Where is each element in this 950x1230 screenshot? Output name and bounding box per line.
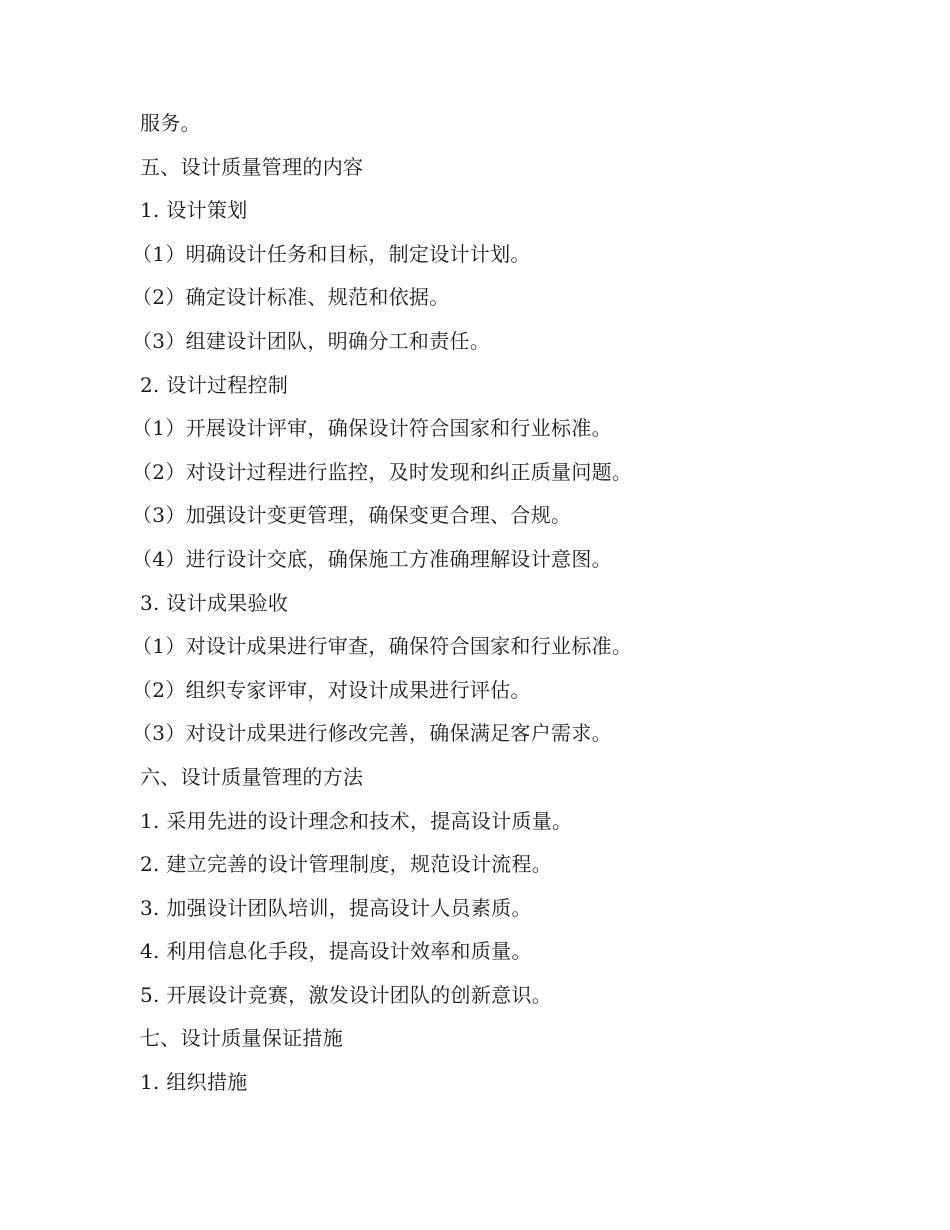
- subheading-acceptance: 3. 设计成果验收: [140, 590, 289, 615]
- list-item: 1. 采用先进的设计理念和技术，提高设计质量。: [140, 808, 573, 833]
- list-item: （1）开展设计评审，确保设计符合国家和行业标准。: [132, 416, 612, 441]
- list-item: （3）组建设计团队，明确分工和责任。: [132, 328, 491, 353]
- list-item: （4）进行设计交底，确保施工方准确理解设计意图。: [132, 546, 612, 571]
- section-heading-6: 六、设计质量管理的方法: [140, 764, 364, 789]
- subheading-process-control: 2. 设计过程控制: [140, 372, 289, 397]
- paragraph-continuation: 服务。: [140, 111, 201, 135]
- list-item: （1）明确设计任务和目标，制定设计计划。: [132, 241, 531, 266]
- subheading-design-planning: 1. 设计策划: [140, 198, 248, 223]
- list-item: （1）对设计成果进行审查，确保符合国家和行业标准。: [132, 634, 633, 659]
- section-heading-7: 七、设计质量保证措施: [140, 1026, 343, 1051]
- list-item: （3）对设计成果进行修改完善，确保满足客户需求。: [132, 721, 612, 746]
- section-heading-5: 五、设计质量管理的内容: [140, 154, 364, 179]
- list-item: （3）加强设计变更管理，确保变更合理、合规。: [132, 503, 572, 528]
- list-item: 5. 开展设计竞赛，激发设计团队的创新意识。: [140, 982, 553, 1007]
- document-body: [132, 102, 840, 1105]
- list-item: （2）确定设计标准、规范和依据。: [132, 285, 450, 310]
- list-item: 2. 建立完善的设计管理制度，规范设计流程。: [140, 852, 553, 877]
- list-item: 3. 加强设计团队培训，提高设计人员素质。: [140, 895, 532, 920]
- list-item: （2）对设计过程进行监控，及时发现和纠正质量问题。: [132, 459, 633, 484]
- list-item: 4. 利用信息化手段，提高设计效率和质量。: [140, 939, 532, 964]
- subheading-organizational-measures: 1. 组织措施: [140, 1070, 248, 1095]
- list-item: （2）组织专家评审，对设计成果进行评估。: [132, 677, 531, 702]
